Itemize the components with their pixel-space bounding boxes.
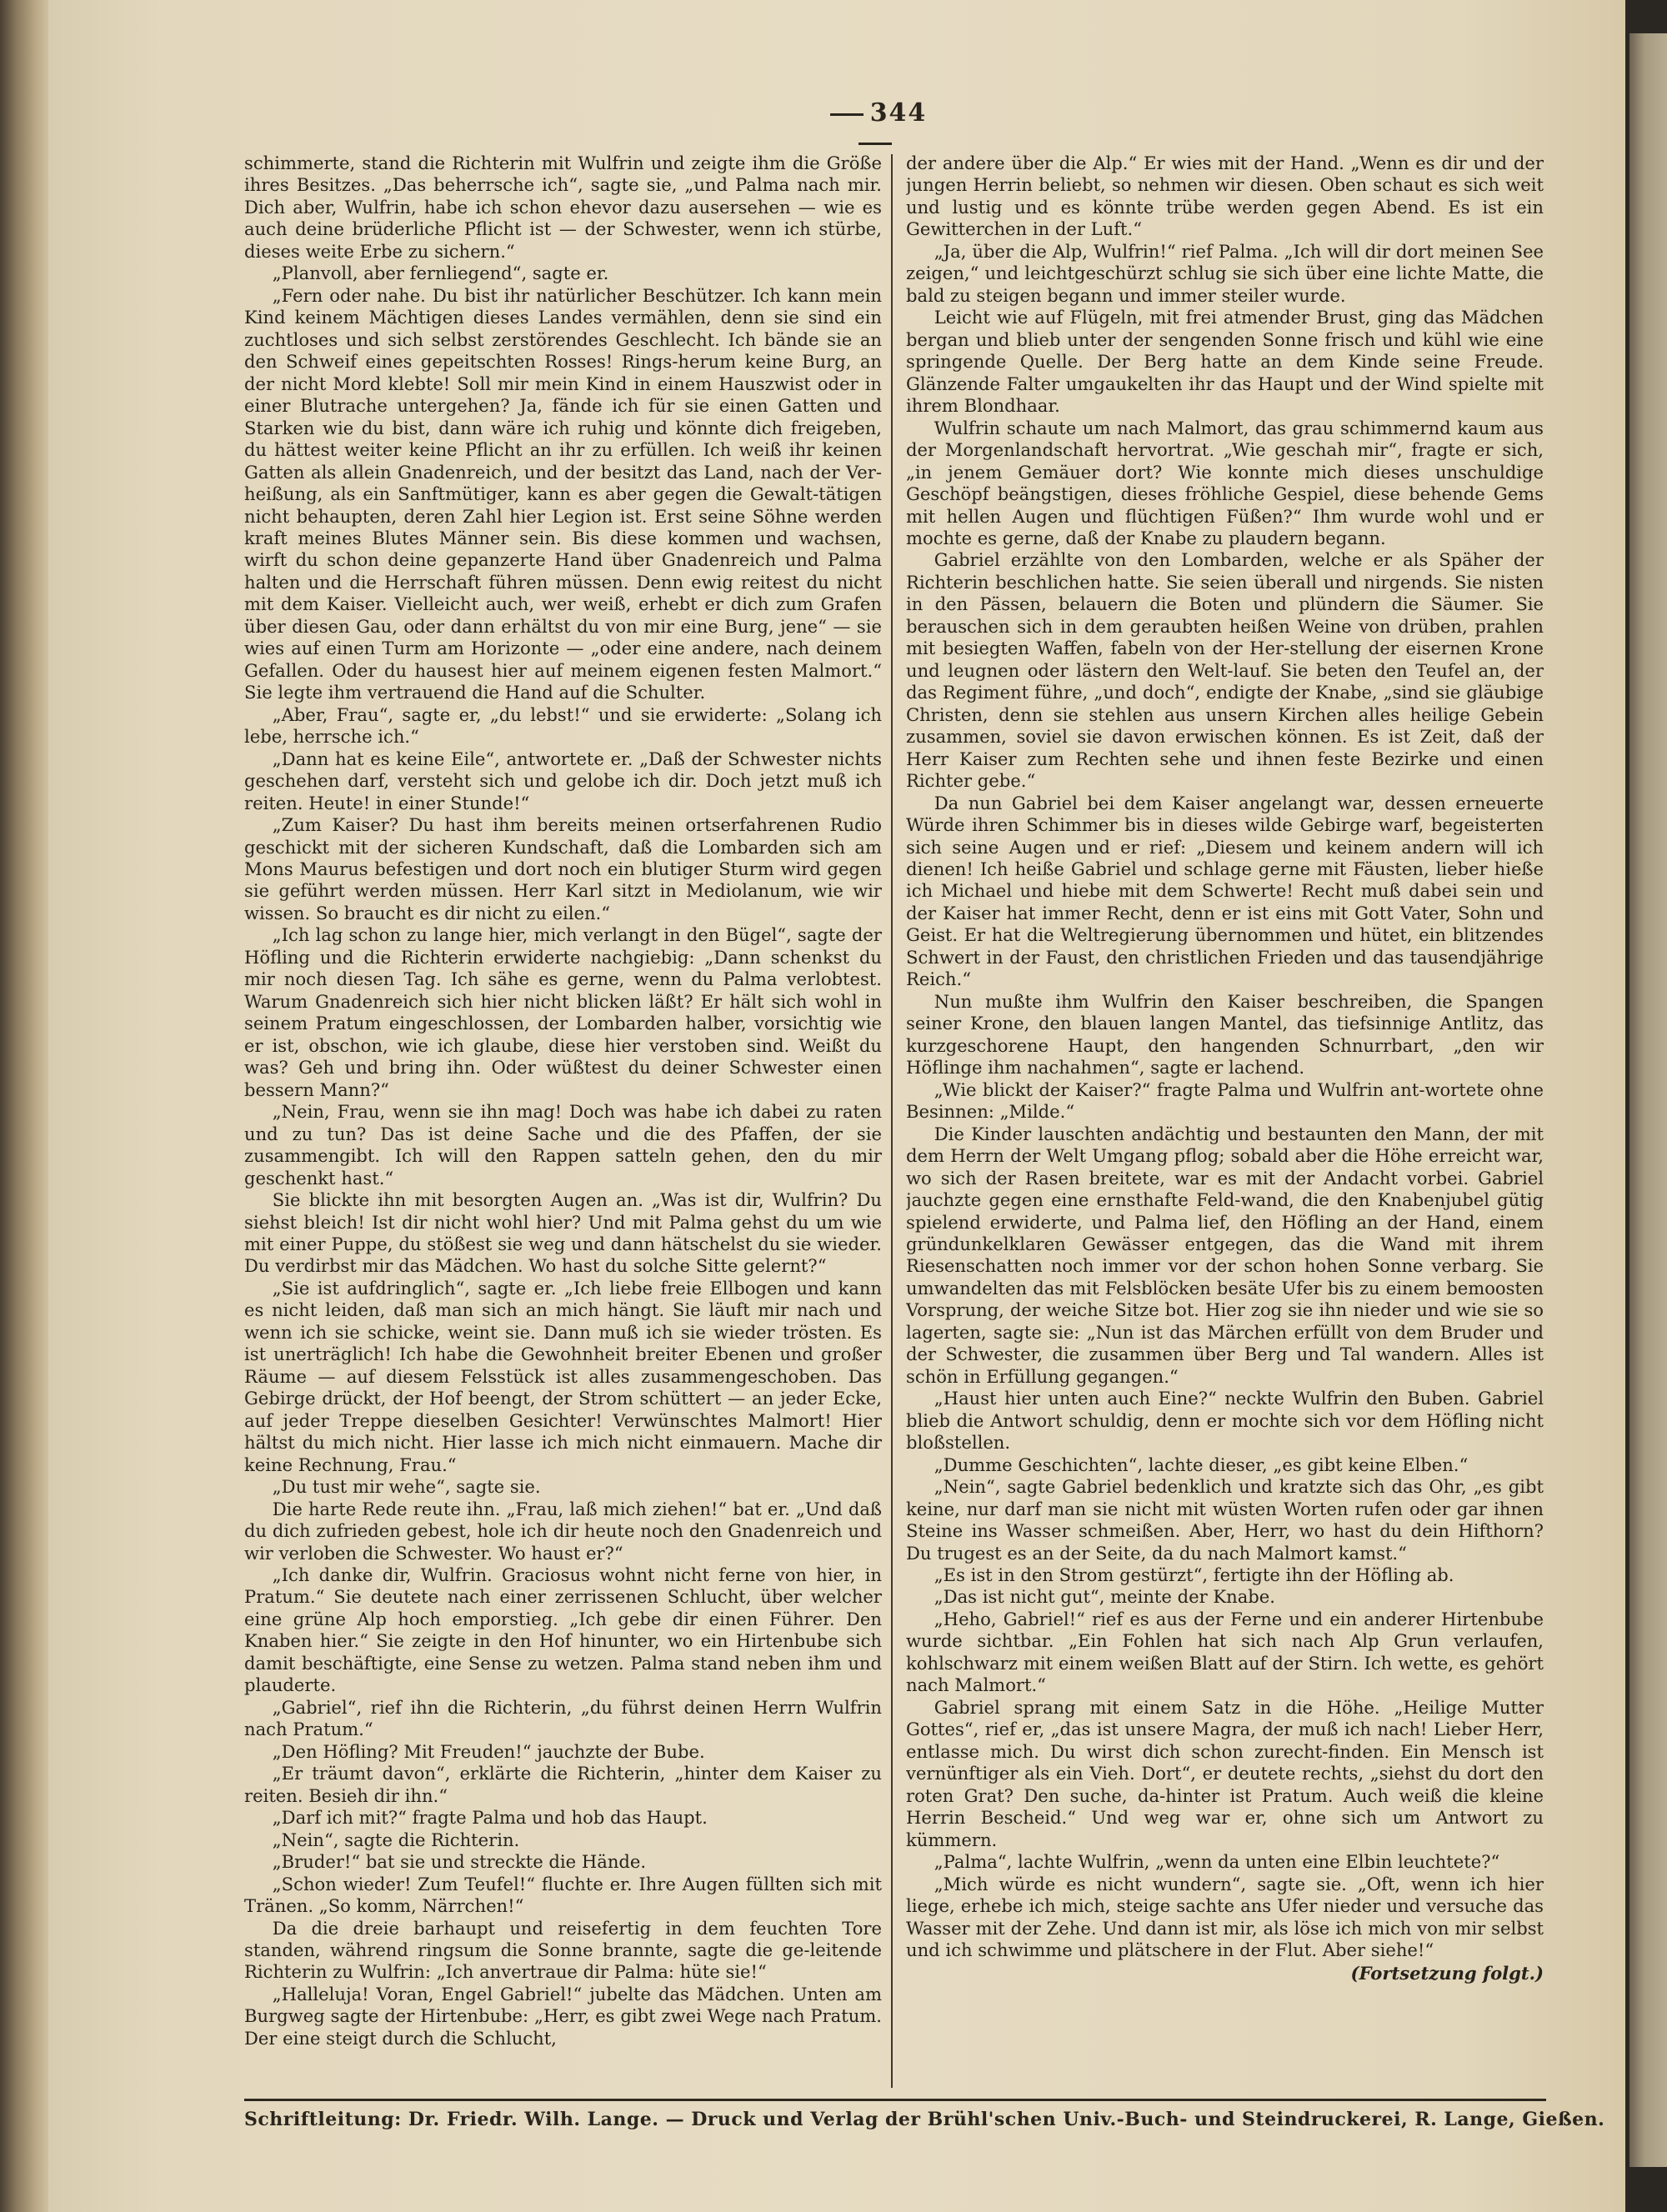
book-spine-shadow <box>0 0 48 2212</box>
paragraph: „Aber, Frau“, sagte er, „du lebst!“ und sie erwiderte: „Solang ich lebe, herrsche ich.“ <box>244 703 882 748</box>
text-column-right <box>906 153 1544 2094</box>
paragraph: Die Kinder lauschten andächtig und bestaunten den Mann, der mit dem Herrn der Welt Umgang pflog; sobald aber die Höhe erreicht war, wo sich der Rasen breitete, war es mit der Andacht vorbei. Gabriel jauchzte gegen eine ernsthafte Feld-wand, die den Knabenjubel gütig spielend erwiderte, und Palma lief, den Höfling an der Hand, einem gründunkelklaren Gewässer entgegen, das die Wand mit ihrem Riesenschatten noch immer vor der schon hohen Sonne verbarg. Sie umwandelten das mit Felsblöcken besäte Ufer bis zu einem bemoosten Vorsprung, der weiche Sitze bot. Hier zog sie ihn nieder und wie sie so lagerten, sagte sie: „Nun ist das Märchen erfüllt von dem Bruder und der Schwester, die zusammen über Berg und Tal wandern. Alles ist schön in Erfüllung gegangen.“ <box>906 1123 1544 1387</box>
paragraph: „Es ist in den Strom gestürzt“, fertigte ihn der Höfling ab. <box>934 1564 1454 1585</box>
paragraph: Da die dreie barhaupt und reisefertig in dem feuchten Tore standen, während ringsum die Sonne brannte, sagte die ge-leitende Richterin zu Wulfrin: „Ich anvertraue dir Palma: hüte sie!“ <box>244 1917 882 1983</box>
paragraph: Die harte Rede reute ihn. „Frau, laß mich ziehen!“ bat er. „Und daß du dich zufrieden gebest, hole ich dir heute noch den Gnadenreich und wir verloben die Schwester. Wo haust er?“ <box>244 1498 882 1564</box>
paragraph: „Schon wieder! Zum Teufel!“ fluchte er. Ihre Augen füllten sich mit Tränen. „So komm, Närrchen!“ <box>244 1873 882 1917</box>
next-page-edge <box>1629 33 1667 2167</box>
paragraph: „Ja, über die Alp, Wulfrin!“ rief Palma. „Ich will dir dort meinen See zeigen,“ und leichtgeschürzt schlug sie sich über eine lichte Matte, die bald zu steigen begann und immer steiler wurde. <box>906 240 1544 306</box>
paragraph: „Den Höfling? Mit Freuden!“ jauchzte der Bube. <box>272 1740 705 1762</box>
paragraph: „Ich lag schon zu lange hier, mich verlangt in den Bügel“, sagte der Höfling und die Richterin erwiderte nachgiebig: „Dann schenkst du mir noch diesen Tag. Ich sähe es gerne, wenn du Palma verlobtest. Warum Gnadenreich sich hier nicht blicken läßt? Er hält sich wohl in seinem Pratum eingeschlossen, der Lombarden halber, vorsichtig wie er ist, obschon, wie ich glaube, diese hier verstoben sind. Weißt du was? Geh und bring ihn. Oder wüßtest du deiner Schwester einen bessern Mann?“ <box>244 924 882 1100</box>
paragraph: „Nein“, sagte Gabriel bedenklich und kratzte sich das Ohr, „es gibt keine, nur darf man sie nicht mit wüsten Worten rufen oder gar ihnen Steine ins Wasser schmeißen. Aber, Herr, wo hast du dein Hifthorn? Du trugest es an der Seite, da du nach Malmort kamst.“ <box>906 1476 1544 1564</box>
paragraph: „Zum Kaiser? Du hast ihm bereits meinen ortserfahrenen Rudio geschickt mit der sicheren Kundschaft, daß die Lombarden sich am Mons Maurus befestigen und dort noch ein blutiger Sturm wird gegen sie geführt werden müssen. Herr Karl sitzt in Mediolanum, wie wir wissen. So braucht es dir nicht zu eilen.“ <box>244 814 882 923</box>
paragraph: Nun mußte ihm Wulfrin den Kaiser beschreiben, die Spangen seiner Krone, den blauen langen Mantel, das tiefsinnige Antlitz, das kurzgeschorene Haupt, den hangenden Schnurrbart, „den wir Höflinge ihm nachahmen“, sagte er lachend. <box>906 990 1544 1078</box>
page-number-text: 344 <box>869 98 928 128</box>
paragraph: „Nein“, sagte die Richterin. <box>272 1829 520 1850</box>
page-number-dash-left <box>830 113 864 116</box>
paragraph: Leicht wie auf Flügeln, mit frei atmender Brust, ging das Mädchen bergan und blieb unter der sengenden Sonne frisch und kühl wie eine springende Quelle. Der Berg hatte an dem Kinde seine Freude. Glänzende Falter umgaukelten ihr das Haupt und der Wind spielte mit ihrem Blondhaar. <box>906 307 1544 417</box>
paragraph: „Heho, Gabriel!“ rief es aus der Ferne und ein anderer Hirtenbube wurde sichtbar. „Ein Fohlen hat sich nach Alp Grun verlaufen, kohlschwarz mit einem weißen Blatt auf der Stirn. Ich wette, es gehört nach Malmort.“ <box>906 1608 1544 1696</box>
continued-note: (Fortsetzung folgt.) <box>1350 1963 1544 1984</box>
paragraph: Da nun Gabriel bei dem Kaiser angelangt war, dessen erneuerte Würde ihren Schimmer bis in dieses wilde Gebirge warf, begeisterten sich seine Augen und er rief: „Diesem und keinem andern will ich dienen! Ich heiße Gabriel und schlage gerne mit Fäusten, lieber hieße ich Michael und hiebe mit dem Schwerte! Recht muß dabei sein und der Kaiser hat immer Recht, denn er ist eins mit Gott Vater, Sohn und Geist. Er hat die Weltregierung übernommen und hütet, ein blitzendes Schwert in der Faust, den christlichen Frieden und das tausendjährige Reich.“ <box>906 792 1544 990</box>
text-column-left <box>244 153 882 2094</box>
paragraph: „Halleluja! Voran, Engel Gabriel!“ jubelte das Mädchen. Unten am Burgweg sagte der Hirtenbube: „Herr, es gibt zwei Wege nach Pratum. Der eine steigt durch die Schlucht, <box>244 1983 882 2049</box>
paragraph: „Das ist nicht gut“, meinte der Knabe. <box>934 1586 1275 1608</box>
paragraph: „Mich würde es nicht wundern“, sagte sie. „Oft, wenn ich hier liege, erhebe ich mich, steige sachte ans Ufer nieder und versuche das Wasser mit der Zehe. Und dann ist mir, als löse ich mich von mir selbst und ich schwimme und plätschere in der Flut. Aber siehe!“ <box>906 1873 1544 1960</box>
paragraph: „Gabriel“, rief ihn die Richterin, „du führst deinen Herrn Wulfrin nach Pratum.“ <box>244 1696 882 1740</box>
paragraph: „Sie ist aufdringlich“, sagte er. „Ich liebe freie Ellbogen und kann es nicht leiden, daß man sich an mich hängt. Sie läuft mir nach und wenn ich sie schicke, weint sie. Dann muß ich sie wieder trösten. Es ist unerträglich! Ich habe die Gewohnheit breiter Ebenen und großer Räume — auf diesem Felsstück ist alles zusammengeschoben. Das Gebirge drückt, der Hof beengt, der Strom schüttert — an jeder Ecke, auf jeder Treppe dieselben Gesichter! Verwünschtes Malmort! Hier hältst du mich nicht. Hier lasse ich mich nicht einmauern. Mache dir keine Rechnung, Frau.“ <box>244 1277 882 1475</box>
paragraph: „Dumme Geschichten“, lachte dieser, „es gibt keine Elben.“ <box>934 1454 1469 1475</box>
paragraph: Gabriel sprang mit einem Satz in die Höhe. „Heilige Mutter Gottes“, rief er, „das ist unsere Magra, der muß ich nach! Lieber Herr, entlasse mich. Du wirst dich schon zurecht-finden. Ein Mensch ist vernünftiger als ein Vieh. Dort“, er deutete rechts, „siehst du dort den roten Grat? Den suche, da-hinter ist Pratum. Auch weiß die kleine Herrin Bescheid.“ Und weg war er, ohne sich um Antwort zu kümmern. <box>906 1696 1544 1850</box>
paragraph: „Haust hier unten auch Eine?“ neckte Wulfrin den Buben. Gabriel blieb die Antwort schuldig, denn er mochte sich vor dem Höfling nicht bloßstellen. <box>906 1388 1544 1454</box>
page-number <box>800 98 950 157</box>
page-number-dash-right <box>859 143 892 145</box>
paragraph: Gabriel erzählte von den Lombarden, welche er als Späher der Richterin beschlichen hatte. Sie seien überall und nirgends. Sie nisten in den Pässen, belauern die Boten und plündern die Säumer. Sie berauschen sich in dem geraubten heißen Weine von drüben, prahlen mit besiegten Waffen, fabeln von der Her-stellung der eisernen Krone und leugnen oder lästern den Welt-lauf. Sie beten den Teufel an, der das Regiment führe, „und doch“, endigte der Knabe, „sind sie gläubige Christen, denn sie stehlen aus unsern Kirchen alles heilige Gebein zusammen, soviel sie davon erwischen können. Es ist Zeit, daß der Herr Kaiser zum Rechten sehe und ihnen feste Bezirke und einen Richter gebe.“ <box>906 549 1544 792</box>
paragraph: „Dann hat es keine Eile“, antwortete er. „Daß der Schwester nichts geschehen darf, versteht sich und gelobe ich dir. Doch jetzt muß ich reiten. Heute! in einer Stunde!“ <box>244 748 882 813</box>
paragraph: „Darf ich mit?“ fragte Palma und hob das Haupt. <box>272 1807 708 1829</box>
paragraph: „Nein, Frau, wenn sie ihn mag! Doch was habe ich dabei zu raten und zu tun? Das ist deine Sache und die des Pfaffen, der sie zusammengibt. Ich will den Rappen satteln gehen, den du mir geschenkt hast.“ <box>244 1101 882 1189</box>
column-divider <box>891 154 893 2088</box>
paragraph: „Planvoll, aber fernliegend“, sagte er. <box>272 263 609 284</box>
paragraph: Sie blickte ihn mit besorgten Augen an. „Was ist dir, Wulfrin? Du siehst bleich! Ist dir nicht wohl hier? Und mit Palma gehst du um wie mit einer Puppe, du stößest sie weg und dann hätschelst du sie wieder. Du verdirbst mir das Mädchen. Wo hast du solche Sitte gelernt?“ <box>244 1189 882 1277</box>
paragraph: „Palma“, lachte Wulfrin, „wenn da unten eine Elbin leuchtete?“ <box>934 1851 1500 1873</box>
paragraph: schimmerte, stand die Richterin mit Wulfrin und zeigte ihm die Größe ihres Besitzes. „Das beherrsche ich“, sagte sie, „und Palma nach mir. Dich aber, Wulfrin, habe ich schon ehevor dazu ausersehen — wie es auch deine brüderliche Pflicht ist — der Schwester, wenn ich stürbe, dieses weite Erbe zu sichern.“ <box>244 153 882 262</box>
paragraph: Wulfrin schaute um nach Malmort, das grau schimmernd kaum aus der Morgenlandschaft hervortrat. „Wie geschah mir“, fragte er sich, „in jenem Gemäuer dort? Wie konnte mich dieses unschuldige Geschöpf beängstigen, dieses fröhliche Gespiel, diese behende Gems mit hellen Augen und flüchtigen Füßen?“ Ihm wurde wohl und er mochte es gerne, daß der Knabe zu plaudern begann. <box>906 417 1544 548</box>
paragraph: „Er träumt davon“, erklärte die Richterin, „hinter dem Kaiser zu reiten. Besieh dir ihn.“ <box>244 1763 882 1806</box>
paragraph: „Wie blickt der Kaiser?“ fragte Palma und Wulfrin ant-wortete ohne Besinnen: „Milde.“ <box>906 1078 1544 1123</box>
paragraph: „Ich danke dir, Wulfrin. Graciosus wohnt nicht ferne von hier, in Pratum.“ Sie deutete nach einer zerrissenen Schlucht, über welcher eine grüne Alp hoch emporstieg. „Ich gebe dir einen Führer. Den Knaben hier.“ Sie zeigte in den Hof hinunter, wo ein Hirtenbube sich damit beschäftigte, eine Sense zu wetzen. Palma stand neben ihm und plauderte. <box>244 1564 882 1696</box>
paragraph: „Du tust mir wehe“, sagte sie. <box>272 1476 541 1498</box>
paragraph: „Fern oder nahe. Du bist ihr natürlicher Beschützer. Ich kann mein Kind keinem Mächtigen dieses Landes vermählen, denn sie sind ein zuchtloses und sich selbst zerstörendes Geschlecht. Ich bände sie an den Schweif eines gepeitschten Rosses! Rings-herum keine Burg, an der nicht Mord klebte! Soll mir mein Kind in einem Hauszwist oder in einer Blutrache untergehen? Ja, fände ich für sie einen Gatten und Starken wie du bist, dann wäre ich ruhig und könnte dich freigeben, du hättest weiter keine Pflicht an ihr zu erfüllen. Ich weiß ihr keinen Gatten als allein Gnadenreich, und der besitzt das Land, nach der Ver-heißung, als ein Sanftmütiger, kann es aber gegen die Gewalt-tätigen nicht behaupten, deren Zahl hier Legion ist. Erst seine Söhne werden kraft meines Blutes Männer sein. Bis diese kommen und wachsen, wirft du schon deine gepanzerte Hand über Gnadenreich und Palma halten und die Herrschaft führen müssen. Denn ewig reitest du nicht mit dem Kaiser. Vielleicht auch, wer weiß, erhebt er dich zum Grafen über diesen Gau, oder dann erhältst du von mir eine Burg, jene“ — sie wies auf einen Turm am Horizonte — „oder eine andere, nach deinem Gefallen. Oder du hausest hier auf meinem eigenen festen Malmort.“ Sie legte ihm vertrauend die Hand auf die Schulter. <box>244 284 882 703</box>
paragraph: der andere über die Alp.“ Er wies mit der Hand. „Wenn es dir und der jungen Herrin beliebt, so nehmen wir diesen. Oben schaut es sich weit und lustig und es könnte trübe werden gegen Abend. Es ist ein Gewitterchen in der Luft.“ <box>906 153 1544 240</box>
footer-credits: Schriftleitung: Dr. Friedr. Wilh. Lange. — Druck und Verlag der Brühl'schen Univ.-Buch- und Steindruckerei, R. Lange, Gießen. <box>244 2109 1605 2130</box>
paragraph: „Bruder!“ bat sie und streckte die Hände. <box>272 1851 647 1873</box>
footer-rule <box>244 2099 1546 2101</box>
